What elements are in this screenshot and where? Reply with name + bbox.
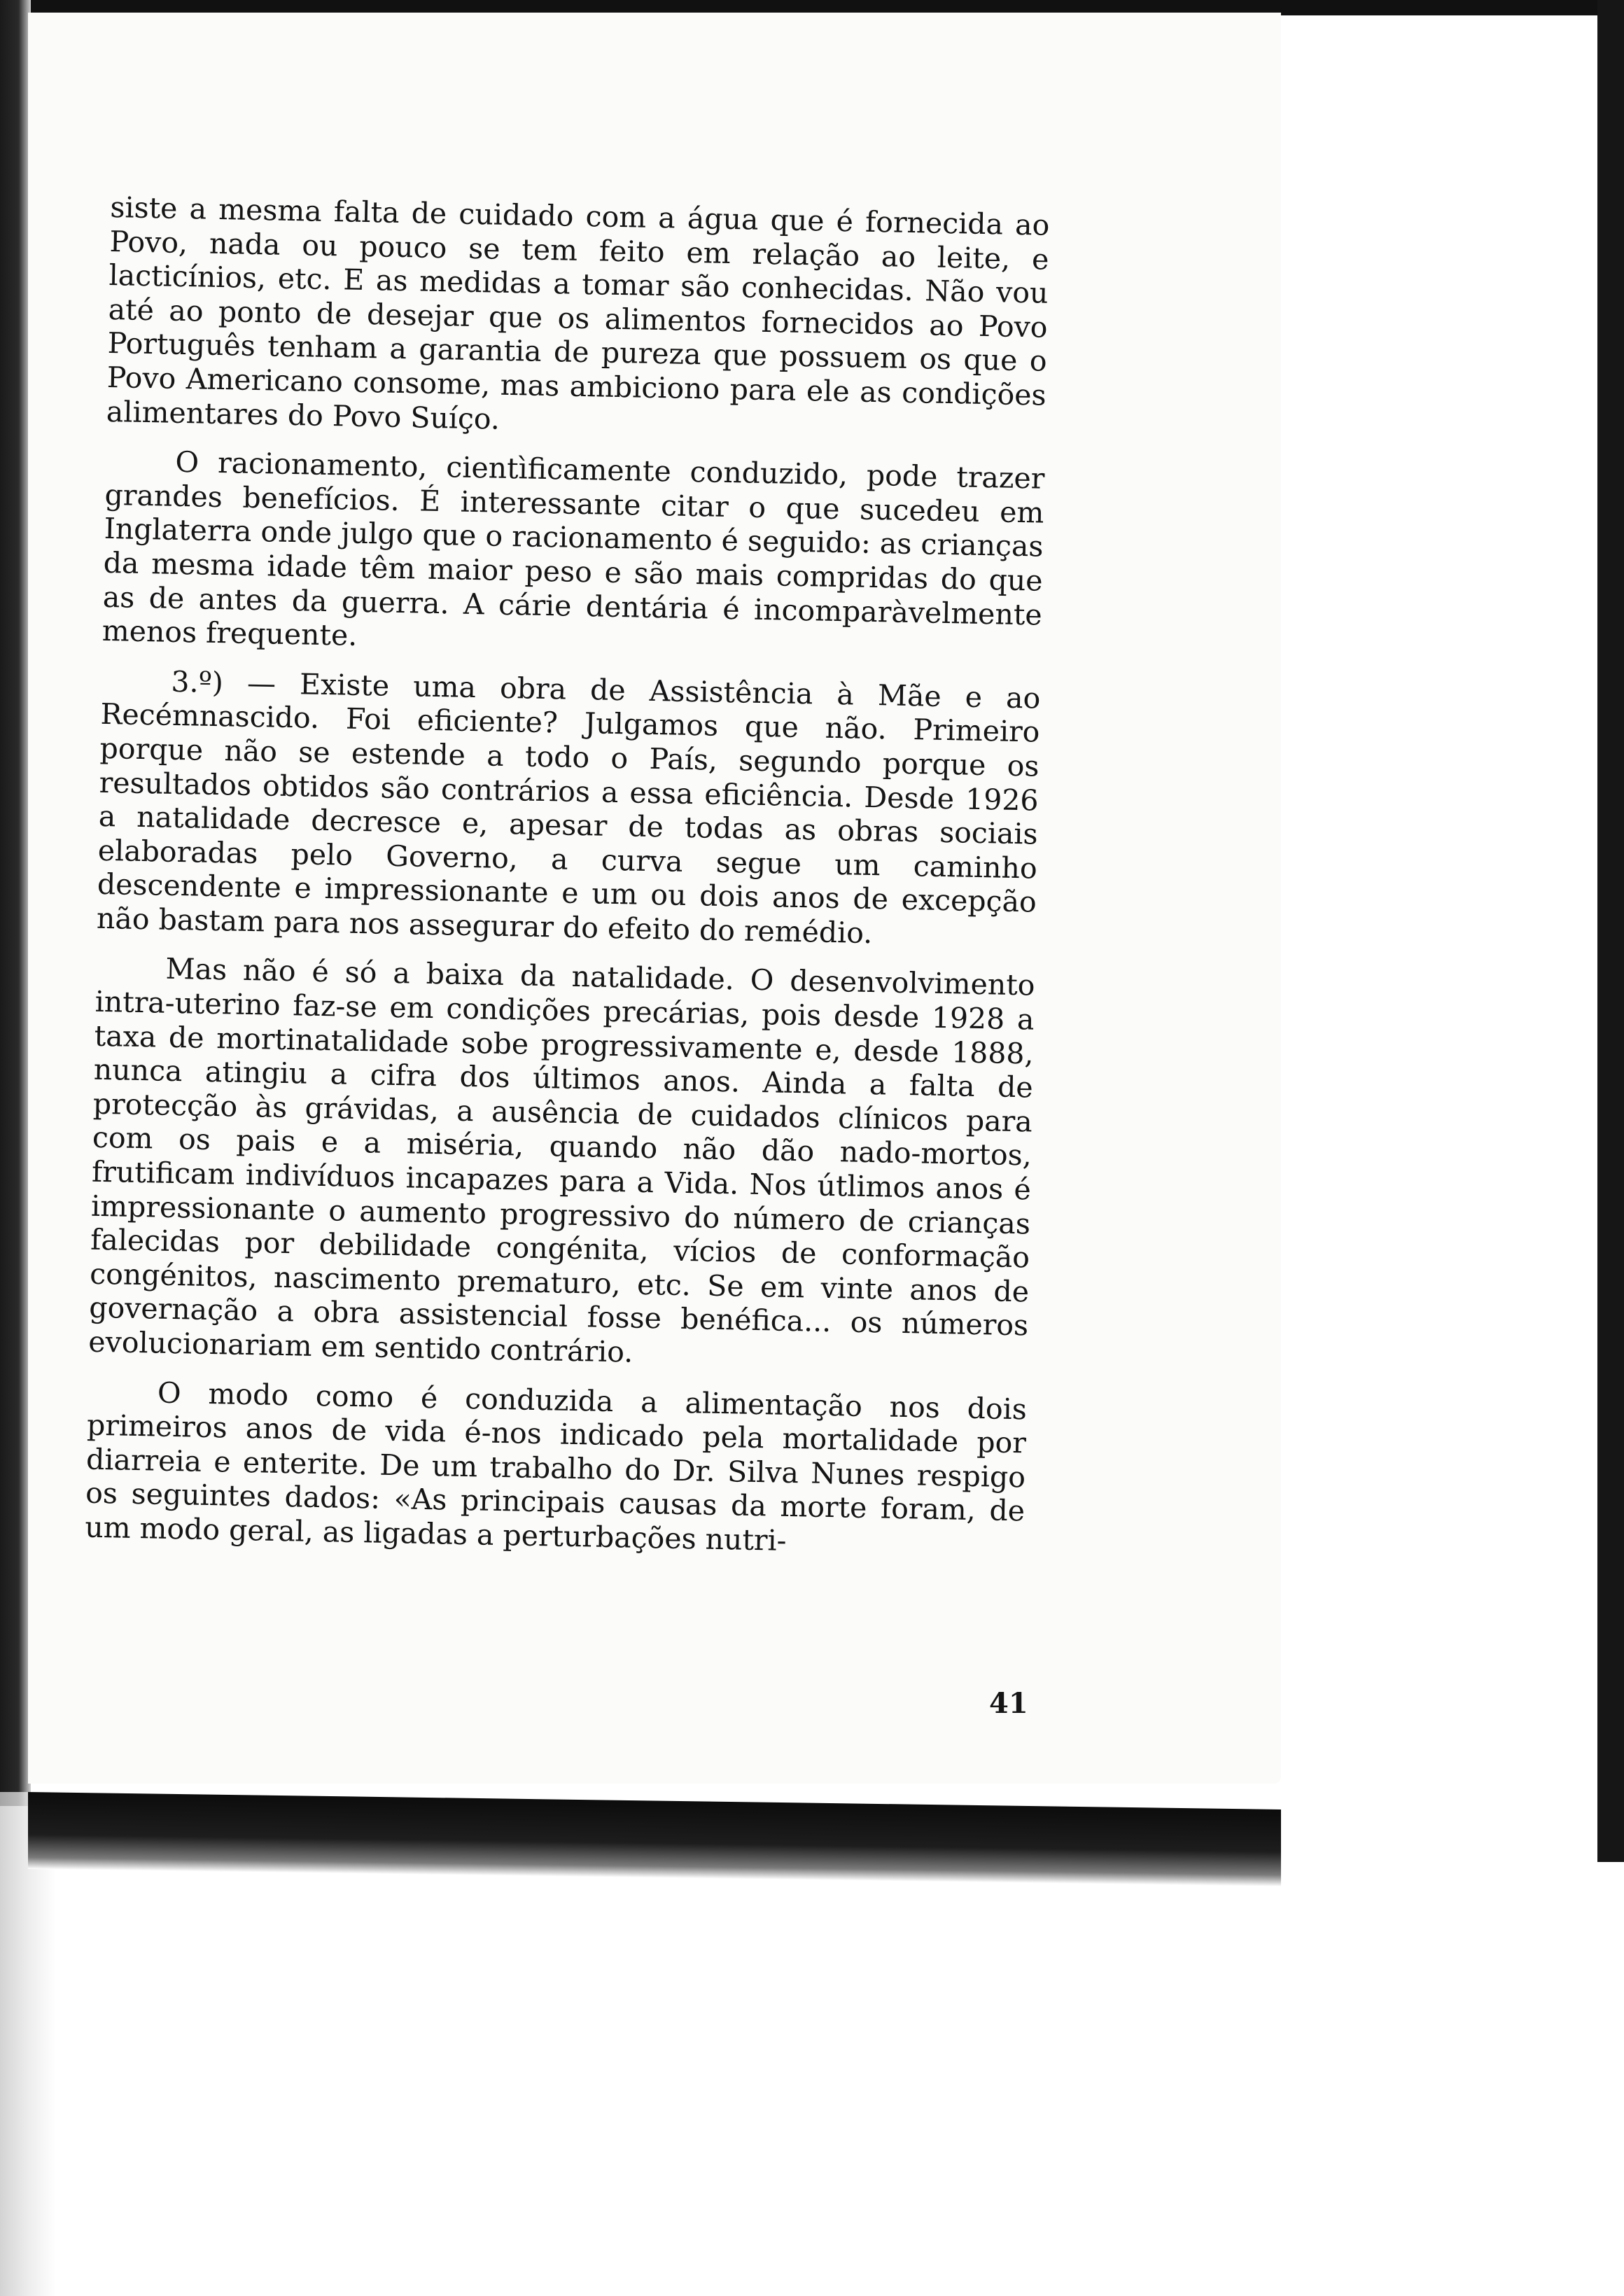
page-shadow-bottom [28,1792,1281,1886]
paragraph-2: O racionamento, cientìficamente conduzido, pode trazer grandes benefícios. É interessante citar o que sucedeu em Inglaterra onde julgo que o racionamento é seguido: as crianças da mesma idade têm maior peso e são mais compridas do que as de antes da guerra. A cárie dentária é incomparàvelmente menos frequente. [102,445,1045,653]
page-body-text [84,190,1049,1578]
paragraph-3: 3.º) — Existe uma obra de Assistência à Mãe e ao Recémnascido. Foi eficiente? Julgamos que não. Primeiro porque não se estende a todo o País, segundo porque os resultados obtidos são contrários a essa eficiência. Desde 1926 a natalidade decresce e, apesar de todas as obras sociais elaboradas pelo Governo, a curva segue um caminho descendente e impressionante e um ou dois anos de excepção não bastam para nos assegurar do efeito do remédio. [96,664,1041,950]
paragraph-4: Mas não é só a baixa da natalidade. O desenvolvimento intra-uterino faz-se em condições precárias, pois desde 1928 a taxa de mortinatalidade sobe progressivamente e, desde 1888, nunca atingiu a cifra dos últimos anos. Ainda a falta de protecção às grávidas, a ausência de cuidados clínicos para com os pais e a miséria, quando não dão nado-mortos, frutificam indivíduos incapazes para a Vida. Nos útlimos anos é impressionante o aumento progressivo do número de crianças falecidas por debilidade congénita, vícios de conformação congénitos, nascimento prematuro, etc. Se em vinte anos de governação a obra assistencial fosse benéfica... os números evolucionariam em sentido contrário. [88,952,1035,1369]
paragraph-5: O modo como é conduzida a alimentação nos dois primeiros anos de vida é-nos indicado pela mortalidade por diarreia e enterite. De um trabalho do Dr. Silva Nunes respigo os seguintes dados: «As principais causas da morte foram, de um modo geral, as ligadas a perturbações nutri- [84,1376,1028,1558]
scan-border-left [0,0,31,1806]
scan-border-right [1597,0,1624,1862]
paragraph-1: siste a mesma falta de cuidado com a água que é fornecida ao Povo, nada ou pouco se tem feito em relação ao leite, e lacticínios, etc. E as medidas a tomar são conhecidas. Não vou até ao ponto de desejar que os alimentos fornecidos ao Povo Português tenham a garantia de pureza que possuem os que o Povo Americano consome, mas ambiciono para ele as condições alimentares do Povo Suíço. [106,190,1050,436]
page-number: 41 [989,1687,1028,1720]
